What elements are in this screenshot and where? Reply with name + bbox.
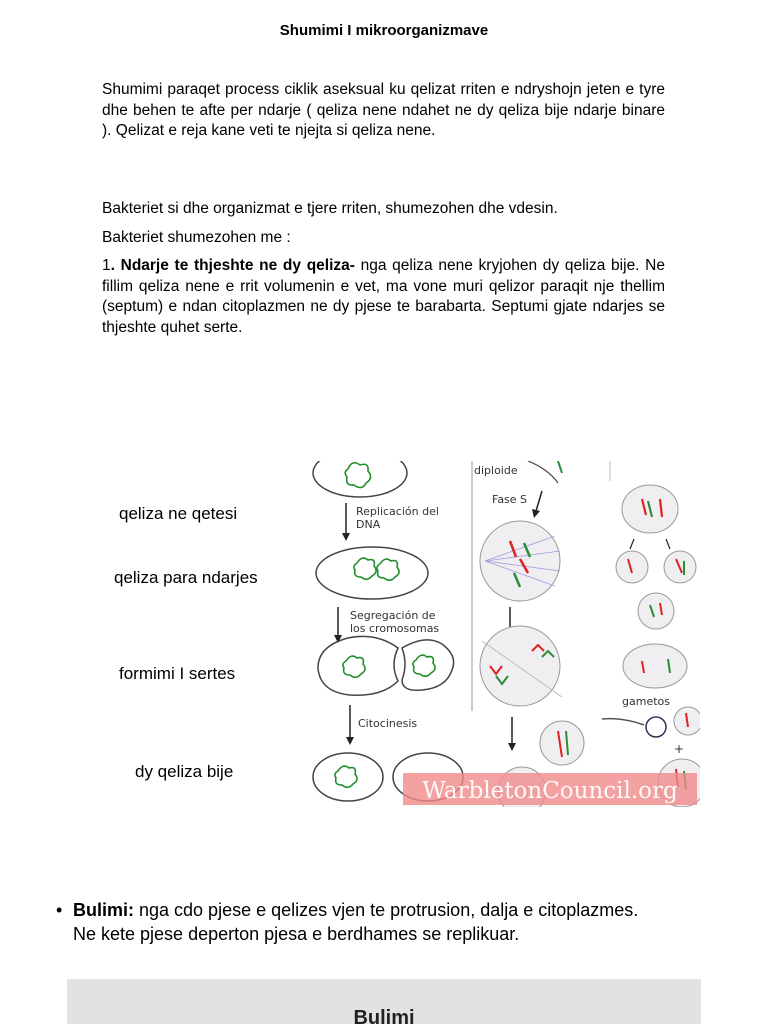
binary-fission-item: [102, 256, 665, 338]
step3-label: Citocinesis: [358, 717, 418, 730]
bullet-dot: •: [56, 900, 63, 920]
label-before-division: qeliza para ndarjes: [114, 568, 258, 587]
bulimi-image-caption: Bulimi: [353, 1007, 415, 1024]
daughter-sphere: [540, 721, 584, 765]
septum-cell-left: [318, 636, 398, 695]
daughter-cell-left: [313, 753, 383, 801]
cell-division-diagram: [310, 461, 700, 807]
step1-label-b: DNA: [356, 518, 381, 531]
item-bold-heading: . Ndarje te thjeshte ne dy qeliza-: [110, 257, 355, 274]
step1-label-a: Replicación del: [356, 505, 439, 518]
step2-label-a: Segregación de: [350, 609, 436, 622]
bullet-line1: nga cdo pjese e qelizes vjen te protrusion, dalja e citoplazmes.: [134, 900, 639, 920]
anaphase-cell: [480, 626, 560, 706]
item-text: nga qeliza nene kryjohen dy qeliza bije. Ne fillim qeliza nene e rrit volumenin e vet, ma vone muri qelizor paraqit nje thellim (septum) e ndan citoplazmen ne dy pjese te barabarta. Septumi gjate ndarjes se thjeshte quhet serte.: [102, 257, 665, 336]
document-title: Shumimi I mikroorganizmave: [279, 22, 489, 39]
resting-cell: [313, 461, 407, 497]
fase-label: Fase S: [492, 493, 528, 506]
svg-text:+: +: [674, 742, 685, 756]
cell-division-figure: [310, 461, 700, 807]
intro-paragraph: Shumimi paraqet process ciklik aseksual ku qelizat rriten e ndryshojn jeten e tyre dhe behen te afte per ndarje ( qeliza nene ndahet ne dy qeliza bije ndarje binare ). Qelizat e reja kane veti te njejta si qeliza nene.: [102, 81, 665, 139]
multiply-heading: Bakteriet shumezohen me :: [102, 229, 291, 246]
diploide-label: diploide: [474, 464, 518, 477]
watermark-text: WarbletonCouncil.org: [422, 778, 678, 804]
label-septum-formation: formimi I sertes: [119, 664, 236, 683]
dna-resting: [345, 463, 370, 488]
gametos-label: gametos: [622, 695, 670, 708]
label-two-daughter-cells: dy qeliza bije: [135, 762, 234, 781]
bullet-line2: Ne kete pjese deperton pjesa e berdhames se replikuar.: [73, 924, 520, 944]
elongated-cell: [316, 547, 428, 599]
septum-cell-right: [402, 640, 454, 690]
item-number: 1: [102, 257, 111, 274]
bulimi-image: [67, 979, 701, 1024]
bacteria-paragraph: Bakteriet si dhe organizmat e tjere rriten, shumezohen dhe vdesin.: [102, 200, 558, 217]
step2-label-b: los cromosomas: [350, 622, 440, 635]
label-resting-cell: qeliza ne qetesi: [119, 504, 238, 523]
bullet-bold: Bulimi:: [73, 900, 134, 920]
